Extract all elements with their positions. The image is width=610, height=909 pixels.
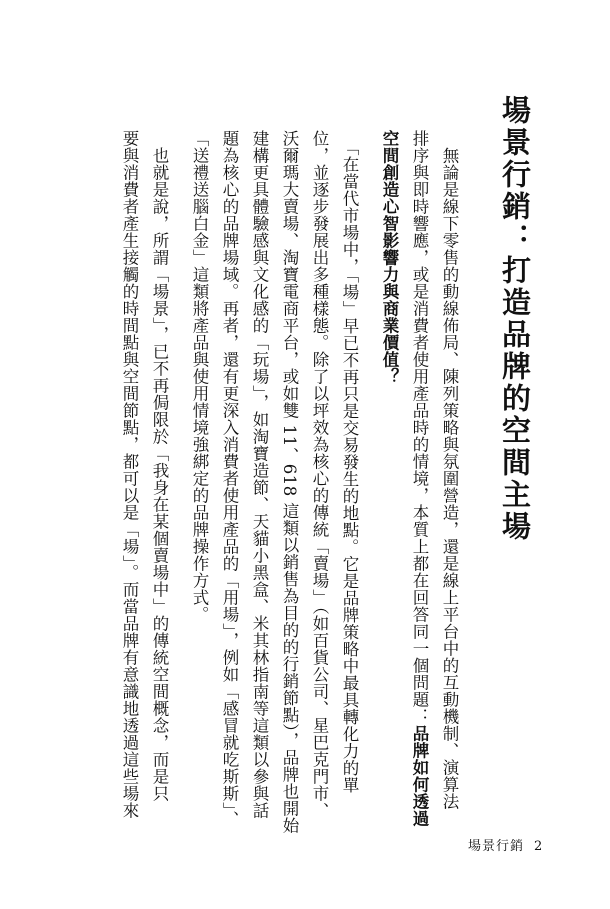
paragraph-line: 建構更具體驗感與文化感的「玩場」，如淘寶造節、天貓小黑盒、米其林指南等這類以參與話 (250, 130, 269, 819)
page-footer (468, 835, 543, 854)
paragraph-line (408, 130, 430, 827)
running-head: 場景行銷 (468, 839, 525, 854)
paragraph-line: 「在當代市場中，「場」早已不再只是交易發生的地點。它是品牌策略中最具轉化力的單 (340, 130, 359, 794)
paragraph-line: 也就是說，所謂「場景」，已不再侷限於「我身在某個賣場中」的傳統空間概念，而是只 (150, 130, 169, 802)
paragraph-line: 要與消費者產生接觸的時間點與空間節點，都可以是「場」。而當品牌有意識地透過這些場來 (120, 130, 139, 819)
paragraph-line: 題為核心的品牌場域。再者，還有更深入消費者使用產品的「用場」，例如「感冒就吃斯斯」、 (220, 130, 239, 828)
bold-phrase: 品牌如何透過 (410, 725, 429, 827)
paragraph-line: 「送禮送腦白金」這類將產品與使用情境強綁定的品牌操作方式。 (190, 130, 209, 623)
paragraph-line: 沃爾瑪大賣場、淘寶電商平台，或如雙 11、618 這類以銷售為目的的行銷節點），品牌也開始 (280, 130, 299, 835)
page-number: 2 (534, 839, 544, 854)
chapter-title: 場景行銷：打造品牌的空間主場 (498, 95, 532, 543)
line-text: 排序與即時響應，或是消費者使用產品時的情境，本質上都在回答同一個問題： (410, 130, 429, 725)
paragraph-line: 位，並逐步發展出多種樣態。除了以坪效為核心的傳統「賣場」（如百貨公司、星巴克門市、 (310, 130, 329, 819)
paragraph-line-bold: 空間創造心智影響力與商業價值？ (380, 130, 399, 385)
paragraph-line: 無論是線下零售的動線佈局、陳列策略與氛圍營造，還是線上平台中的互動機制、演算法 (440, 130, 459, 810)
